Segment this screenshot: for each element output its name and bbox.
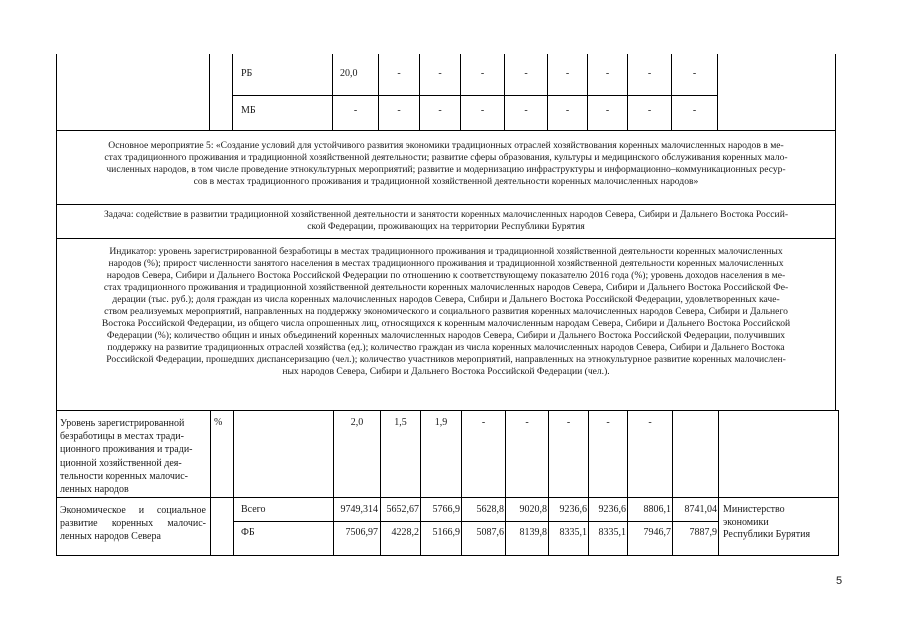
source-mb: МБ (241, 105, 256, 116)
table-cell: - (353, 105, 358, 116)
table-cell: 7946,7 (643, 527, 671, 538)
table-cell: - (647, 68, 652, 79)
table-border-left-lower (56, 410, 57, 555)
source-total: Всего (241, 504, 266, 515)
table-cell: - (438, 105, 442, 116)
text-line: ных народов Севера, Сибири и Дальнего Востока Российской Федерации (чел.). (282, 366, 610, 377)
grid-line (56, 238, 836, 239)
table-border-left (56, 54, 57, 411)
text-line: стах традиционного проживания и традиционной хозяйственной деятельности; развитие сферы образования, культуры и медицинского обслуживания коренных мало- (104, 152, 788, 163)
grid-line (56, 410, 839, 411)
table-cell: 4228,2 (391, 527, 419, 538)
text-line: Уровень зарегистрированной (60, 418, 185, 429)
unit-percent: % (214, 417, 223, 428)
table-cell: - (565, 105, 570, 116)
text-line: ленных народов Севера (60, 531, 161, 542)
grid-line (233, 521, 718, 522)
table-cell: 5652,67 (386, 504, 419, 515)
text-line: Индикатор: уровень зарегистрированной безработицы в местах традиционного проживания и традиционной хозяйственной деятельности коренных малочисленных (109, 246, 783, 257)
table-cell: 9020,8 (519, 504, 547, 515)
table-cell: - (397, 105, 401, 116)
table-cell: - (480, 105, 485, 116)
grid-line (56, 204, 836, 205)
text-line: стах традиционного проживания и традиционной хозяйственной деятельности коренных малочисленных народов Севера, Сибири и Дальнего Востока Российской Фе- (103, 282, 789, 293)
grid-line (627, 54, 628, 130)
responsible-executor (723, 504, 810, 542)
table-cell: - (605, 68, 610, 79)
indicator-text (62, 246, 830, 378)
text-line: Министерство (723, 504, 785, 515)
text-line: народов (%); прирост численности занятого населения в местах традиционного проживания и традиционной хозяйственной деятельности коренных малочисленных (108, 258, 784, 269)
grid-line (232, 95, 718, 96)
text-line: народов Севера, Сибири и Дальнего Востока Российской Федерации по отношению к соответствующему показателю 2016 года (%); уровень доходов населения в ме- (106, 270, 786, 281)
task-text (62, 209, 830, 233)
grid-line (209, 54, 210, 130)
table-cell: - (647, 105, 652, 116)
table-cell: 8139,8 (519, 527, 547, 538)
grid-line (717, 54, 718, 130)
grid-line (56, 130, 836, 131)
table-cell: 9236,6 (559, 504, 587, 515)
text-line: численных народов, в том числе проведение этнокультурных мероприятий; развитие и модернизацию инфраструктуры и информационно–коммуникационных ресур- (106, 164, 786, 175)
table-border-right (835, 54, 836, 411)
table-cell: 7887,9 (689, 527, 717, 538)
source-fb: ФБ (241, 527, 255, 538)
table-cell: 5628,8 (476, 504, 504, 515)
text-line: сов в местах традиционного проживания и традиционной хозяйственной деятельности коренных малочисленных народов» (193, 176, 699, 187)
grid-line (232, 54, 233, 130)
table-cell: 8335,1 (598, 527, 626, 538)
text-line: развитие коренных малочис- (60, 518, 206, 529)
text-line: экономики (723, 516, 769, 528)
text-line: ской Федерации, проживающих на территории Республики Бурятия (307, 221, 585, 232)
table-cell: 5166,9 (432, 527, 460, 538)
table-cell: 7506,97 (345, 527, 378, 538)
table-cell: 9236,6 (598, 504, 626, 515)
text-line: Российской Федерации, прошедших диспансеризацию (чел.); количество участников мероприятий, направленных на этнокультурное развитие коренных малочислен- (106, 354, 786, 365)
table-cell: 2,0 (350, 417, 364, 428)
text-line: поддержку на развитие традиционных отраслей хозяйства (ед.); количество граждан из числа коренных малочисленных народов Севера, Сибири и Дальнего Востока (107, 342, 785, 353)
grid-line (233, 410, 234, 555)
grid-line (587, 54, 588, 130)
unemployment-name (60, 417, 193, 496)
table-cell: 8741,04 (684, 504, 717, 515)
grid-line (460, 54, 461, 130)
table-cell: 5087,6 (476, 527, 504, 538)
text-line: ленных народов (60, 484, 129, 496)
table-cell: 9749,314 (340, 504, 378, 515)
table-cell: - (566, 417, 571, 428)
text-line: Республики Бурятия (723, 529, 811, 540)
text-line: Экономическое и социальное (60, 505, 206, 516)
table-cell: - (692, 68, 697, 79)
table-cell: - (525, 417, 529, 428)
text-line: Федерации (%); количество общин и иных объединений коренных малочисленных народов Севера, Сибири и Дальнего Востока Российской Федерации, получивших (106, 330, 786, 341)
table-cell: - (397, 68, 401, 79)
page-number: 5 (836, 575, 843, 587)
text-line: дерации (тыс. руб.); доля граждан из числа коренных малочисленных народов Севера, Сибири и Дальнего Востока Российской Федерации, удовлетворенных каче- (112, 294, 780, 305)
table-cell: - (605, 105, 610, 116)
activity-5-text (62, 140, 830, 188)
grid-line (56, 555, 839, 556)
grid-line (671, 54, 672, 130)
table-cell: - (565, 68, 570, 79)
text-line: Задача: содействие в развитии традиционной хозяйственной деятельности и занятости коренных малочисленных народов Севера, Сибири и Дальнего Востока Россий- (103, 209, 789, 220)
table-cell: - (481, 417, 486, 428)
table-cell: - (438, 68, 442, 79)
grid-line (210, 410, 211, 555)
table-cell: - (480, 68, 485, 79)
table-cell: 1,5 (394, 417, 407, 428)
econ-name (60, 504, 206, 543)
table-cell: 20,0 (340, 68, 358, 79)
table-cell: - (648, 417, 652, 428)
grid-line (378, 54, 379, 130)
text-line: тельности коренных малочис- (60, 470, 188, 482)
text-line: ством реализуемых мероприятий, направленных на поддержку экономического и социального развития коренных малочисленных народов Севера, Сибири и Дальнего (104, 306, 788, 317)
grid-line (332, 54, 333, 130)
table-cell: - (524, 105, 528, 116)
grid-line (504, 54, 505, 130)
grid-line (718, 410, 719, 555)
text-line: безработицы в местах тради- (60, 431, 184, 443)
table-cell: 5766,9 (432, 504, 460, 515)
table-cell: 1,9 (434, 417, 448, 428)
text-line: Основное мероприятие 5: «Создание условий для устойчивого развития экономики традиционных отраслей хозяйствования коренных малочисленных народов в ме- (108, 140, 784, 151)
grid-line (547, 54, 548, 130)
text-line: ционной хозяйственной дея- (60, 457, 182, 469)
table-cell: - (606, 417, 610, 428)
source-rb: РБ (241, 68, 253, 79)
table-cell: - (692, 105, 697, 116)
text-line: Востока Российской Федерации, из общего числа опрошенных лиц, относящихся к коренным малочисленным народам Севера, Сибири и Дальнего Востока Российской (101, 318, 791, 329)
table-cell: 8335,1 (559, 527, 587, 538)
table-cell: 8806,1 (643, 504, 671, 515)
grid-line (419, 54, 420, 130)
table-border-right-lower (838, 410, 839, 555)
text-line: ционного проживания и тради- (60, 444, 193, 456)
table-cell: - (524, 68, 528, 79)
grid-line (56, 497, 839, 498)
